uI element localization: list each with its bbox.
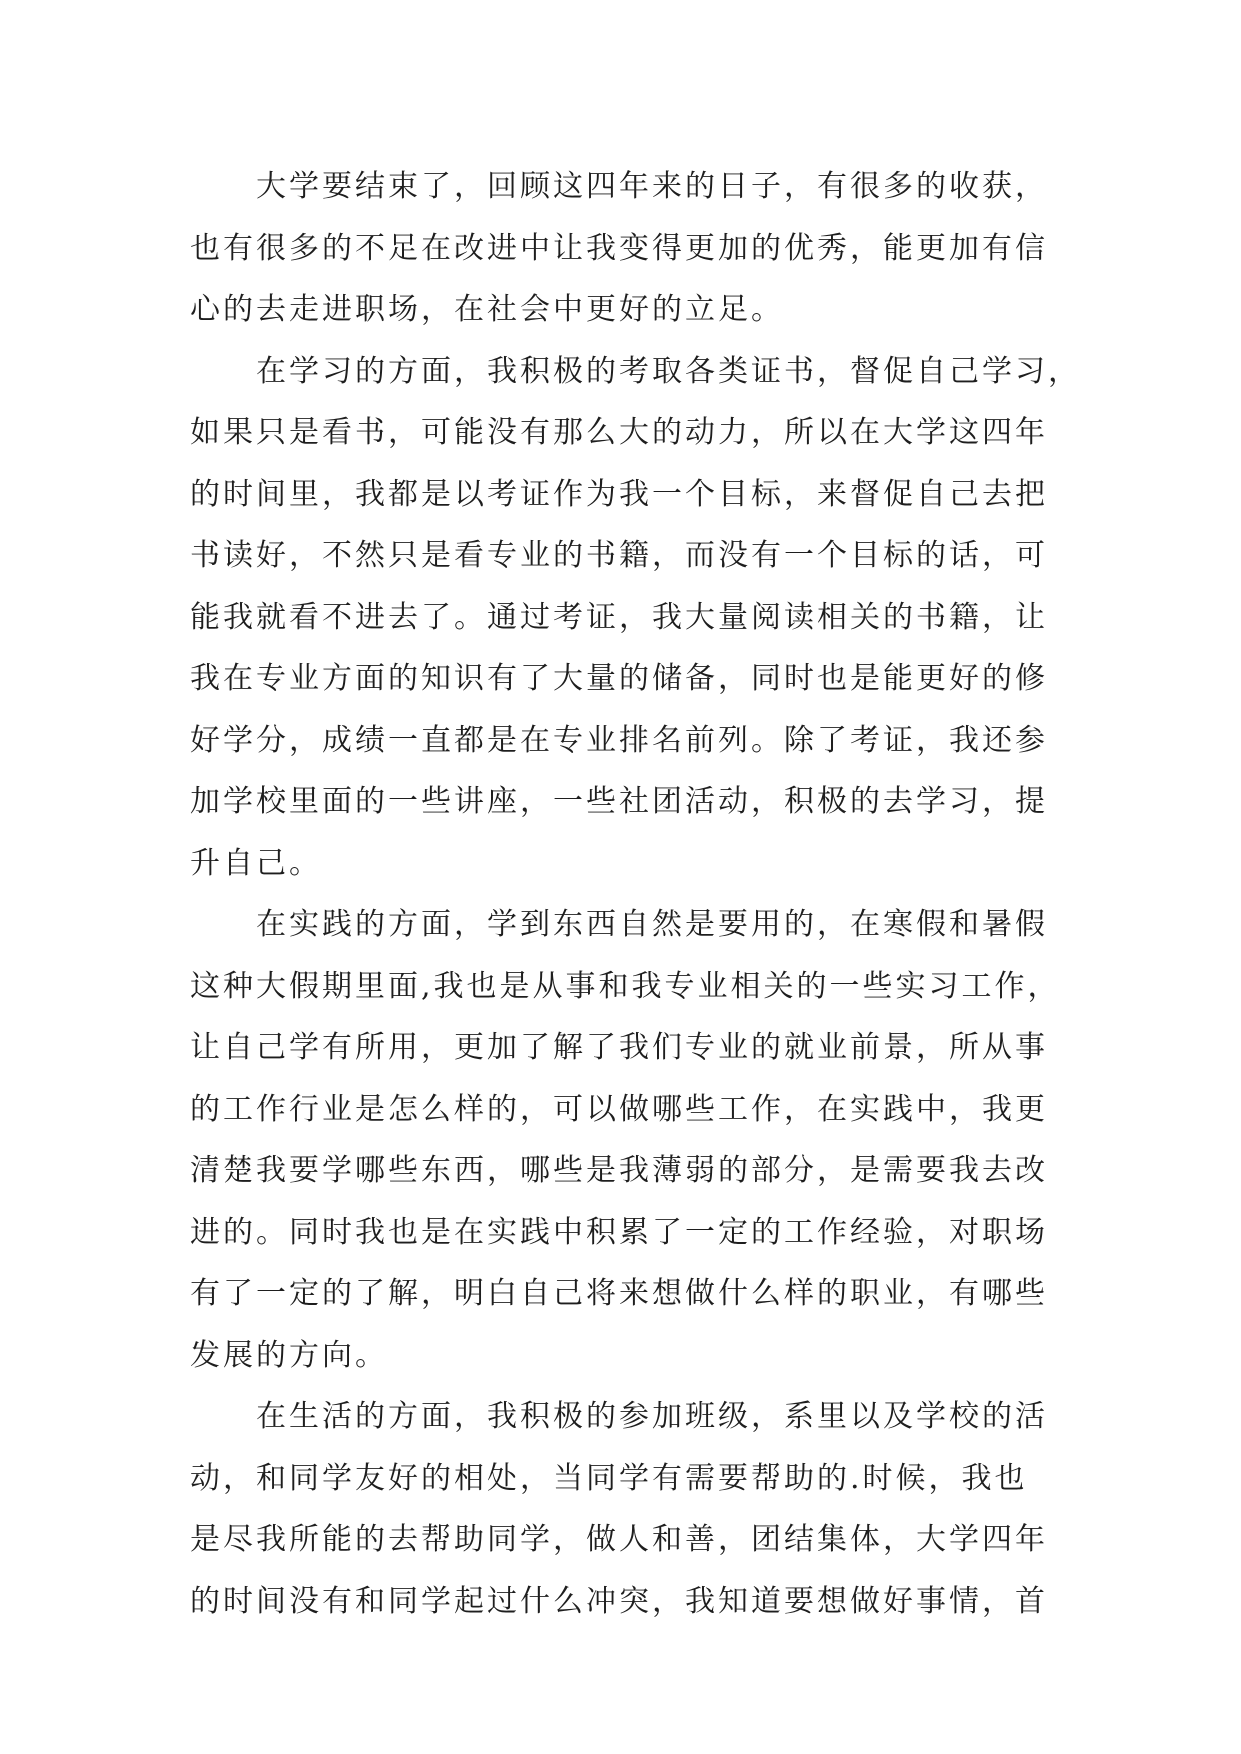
text-line: 也有很多的不足在改进中让我变得更加的优秀，能更加有信 <box>190 230 1048 266</box>
text-line: 在生活的方面，我积极的参加班级，系里以及学校的活 <box>256 1399 1048 1434</box>
text-line: 在学习的方面，我积极的考取各类证书，督促自己学习， <box>256 353 1081 389</box>
text-line: 清楚我要学哪些东西，哪些是我薄弱的部分，是需要我去改 <box>190 1153 1048 1188</box>
text-line: 书读好，不然只是看专业的书籍，而没有一个目标的话，可 <box>190 538 1048 573</box>
text-line: 让自己学有所用，更加了解了我们专业的就业前景，所从事 <box>190 1030 1048 1065</box>
paragraph <box>190 341 1081 895</box>
document-body <box>190 156 1081 1632</box>
text-line: 这种大假期里面,我也是从事和我专业相关的一些实习工作， <box>190 968 1061 1004</box>
text-line: 的工作行业是怎么样的，可以做哪些工作，在实践中，我更 <box>190 1091 1048 1127</box>
text-line: 心的去走进职场，在社会中更好的立足。 <box>190 292 784 327</box>
paragraph <box>190 156 1050 341</box>
paragraph <box>190 894 1061 1386</box>
text-line: 我在专业方面的知识有了大量的储备，同时也是能更好的修 <box>190 661 1048 696</box>
text-line: 的时间里，我都是以考证作为我一个目标，来督促自己去把 <box>190 476 1048 512</box>
text-line: 有了一定的了解，明白自己将来想做什么样的职业，有哪些 <box>190 1276 1048 1311</box>
text-line: 好学分，成绩一直都是在专业排名前列。除了考证，我还参 <box>190 722 1048 758</box>
text-line: 是尽我所能的去帮助同学，做人和善，团结集体，大学四年 <box>190 1522 1048 1557</box>
text-line: 的时间没有和同学起过什么冲突，我知道要想做好事情，首 <box>190 1583 1048 1619</box>
text-line: 在实践的方面，学到东西自然是要用的，在寒假和暑假 <box>256 907 1048 942</box>
text-line: 加学校里面的一些讲座，一些社团活动，积极的去学习，提 <box>190 784 1048 819</box>
text-line: 动，和同学友好的相处，当同学有需要帮助的.时候，我也 <box>190 1460 1028 1496</box>
text-line: 大学要结束了，回顾这四年来的日子，有很多的收获， <box>256 169 1048 204</box>
text-line: 能我就看不进去了。通过考证，我大量阅读相关的书籍，让 <box>190 599 1048 635</box>
text-line: 如果只是看书，可能没有那么大的动力，所以在大学这四年 <box>190 415 1048 450</box>
text-line: 升自己。 <box>190 845 322 881</box>
paragraph <box>190 1386 1050 1632</box>
text-line: 进的。同时我也是在实践中积累了一定的工作经验，对职场 <box>190 1214 1048 1250</box>
text-line: 发展的方向。 <box>190 1337 388 1373</box>
